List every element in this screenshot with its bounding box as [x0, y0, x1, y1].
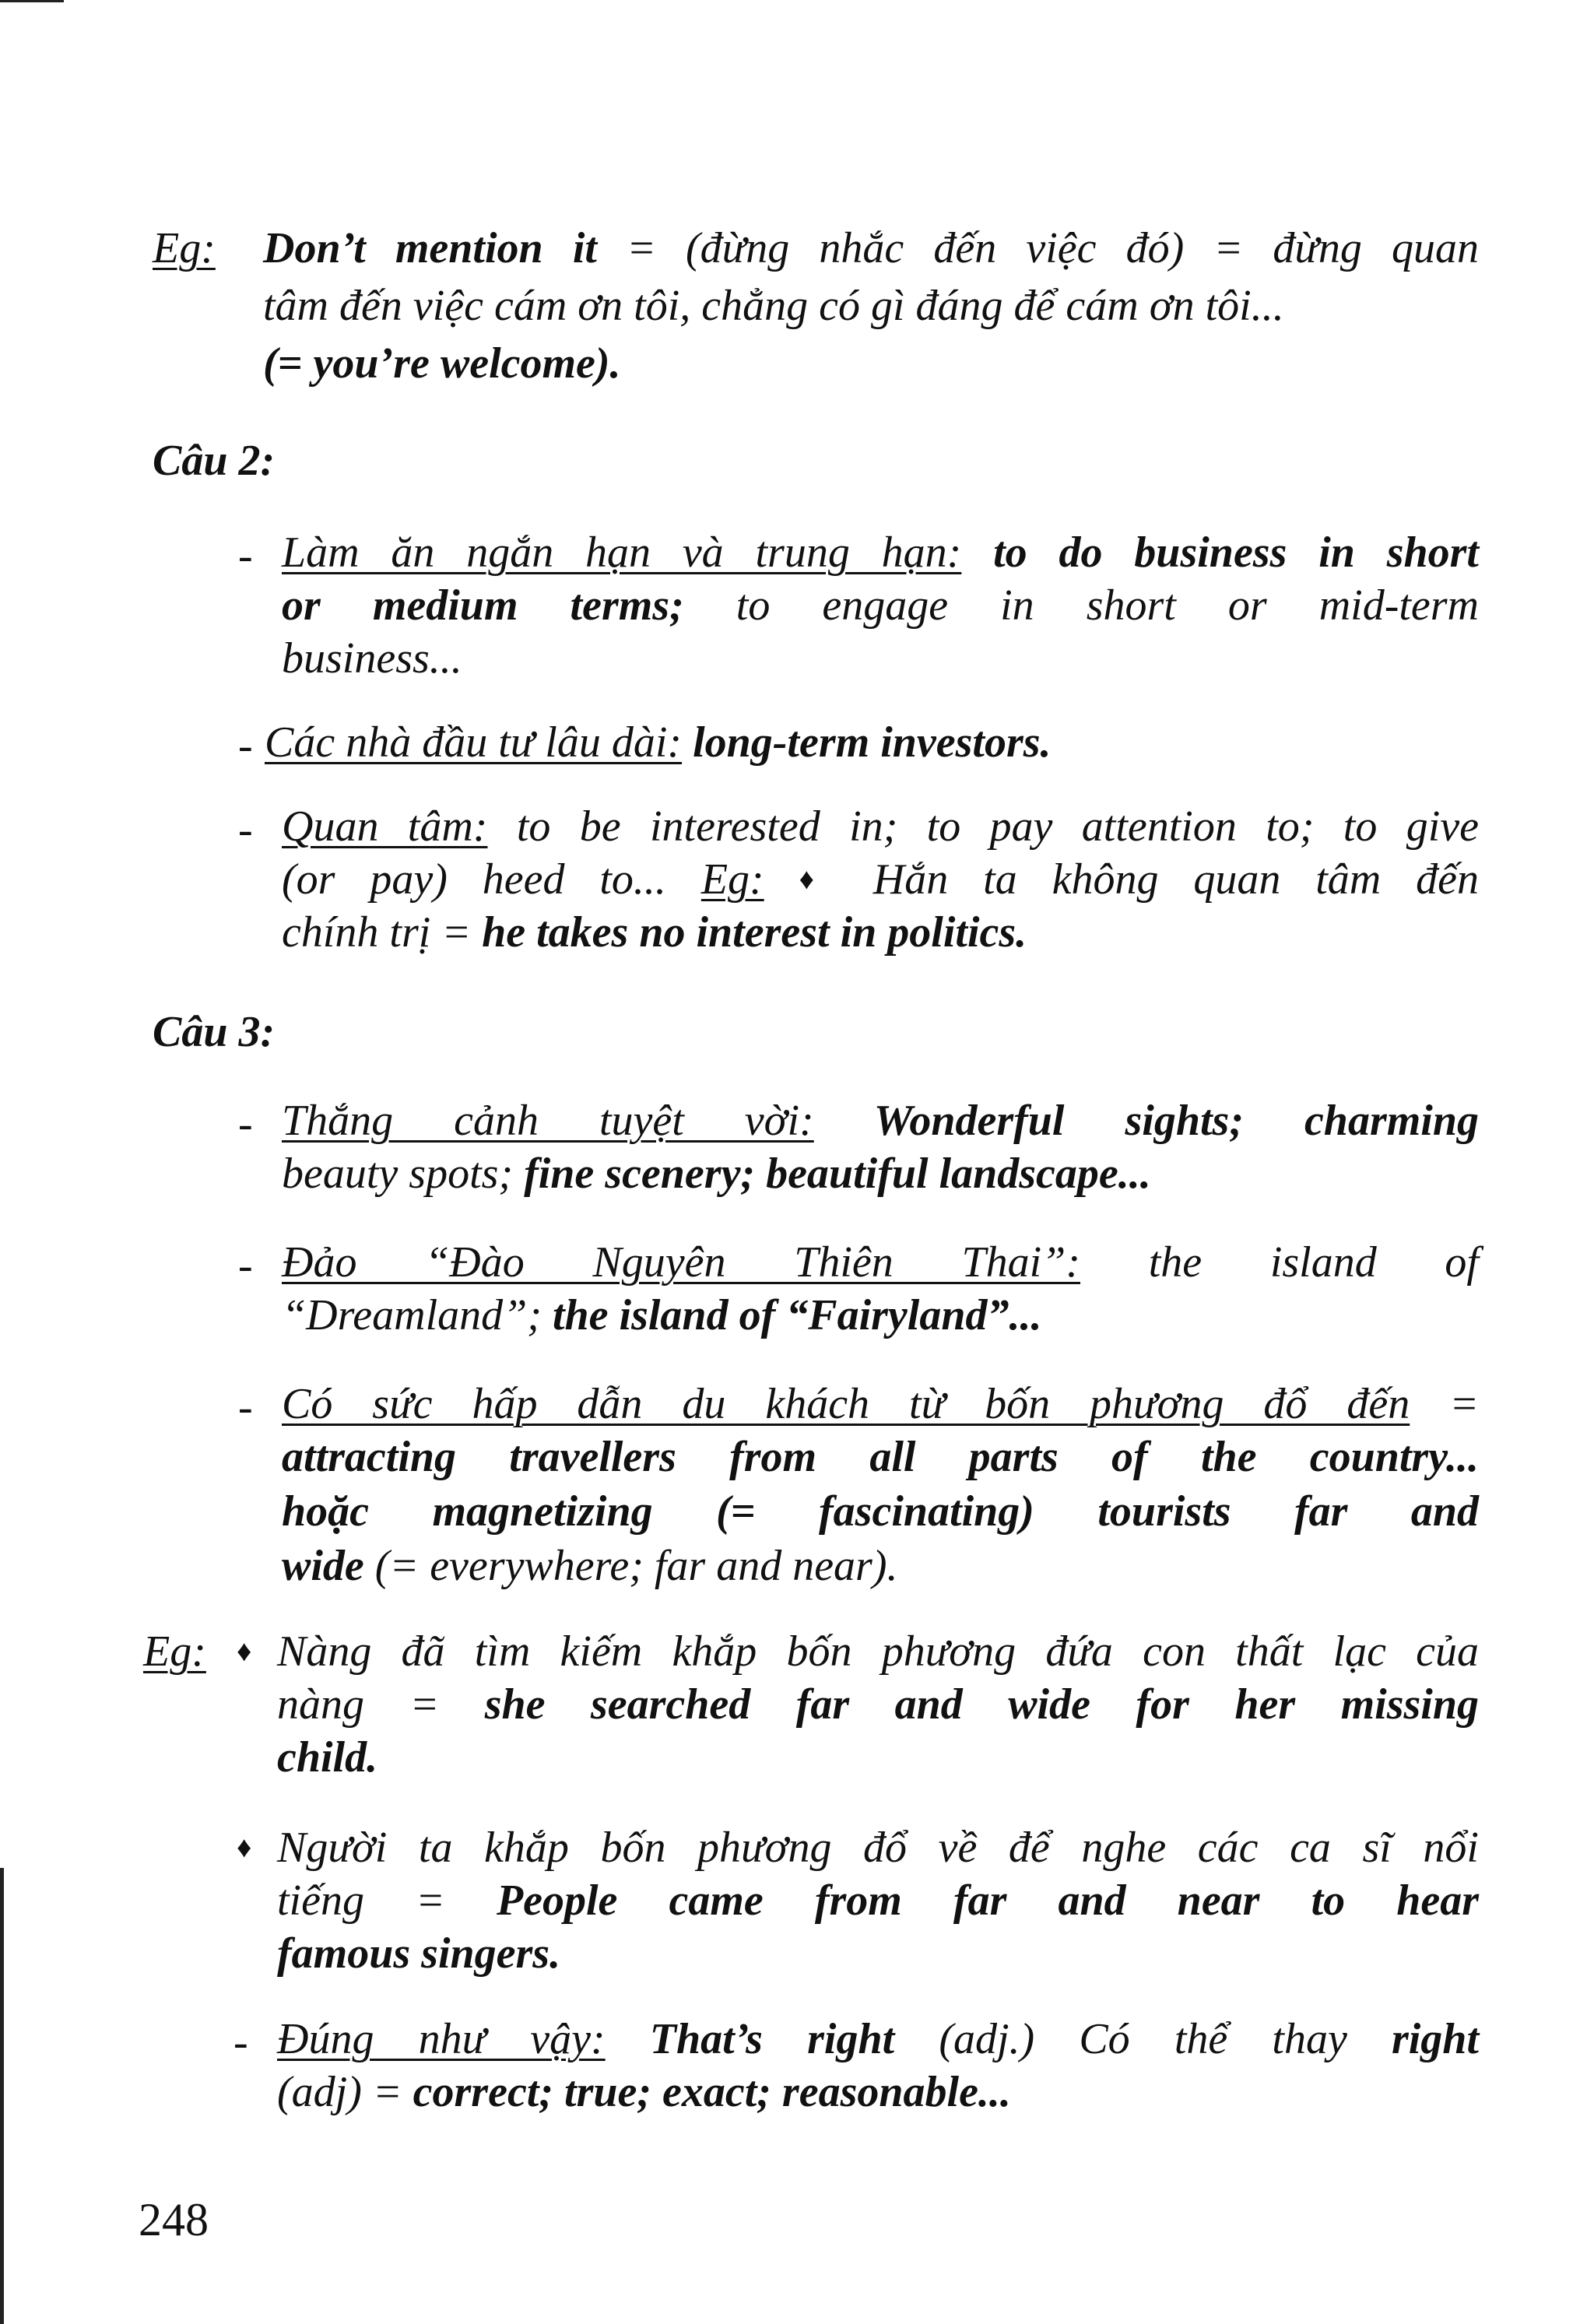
example-line: nàng = she searched far and wide for her missing	[277, 1680, 1479, 1729]
entry-line: Đảo “Đào Nguyên Thiên Thai”: the island of	[282, 1238, 1479, 1287]
example-line: Người ta khắp bốn phương đổ về để nghe các ca sĩ nổi	[277, 1824, 1479, 1872]
entry-line: attracting travellers from all parts of the country...	[282, 1433, 1479, 1481]
entry-line: chính trị = he takes no interest in politics.	[282, 908, 1027, 957]
example-line: (= you’re welcome).	[263, 339, 621, 388]
entry-line: Làm ăn ngắn hạn và trung hạn: to do business in short	[282, 528, 1479, 577]
list-dash: -	[233, 2018, 248, 2066]
entry-line: beauty spots; fine scenery; beautiful landscape...	[282, 1150, 1151, 1198]
entry-line: wide (= everywhere; far and near).	[282, 1542, 898, 1590]
entry-line: Đúng như vậy: That’s right (adj.) Có thể thay right	[277, 2015, 1480, 2063]
example-marker: Eg:	[143, 1627, 206, 1676]
entry-line: Quan tâm: to be interested in; to pay attention to; to give	[282, 802, 1479, 851]
section-heading-cau-3: Câu 3:	[153, 1008, 276, 1056]
entry-line: or medium terms; to engage in short or mid-term	[282, 581, 1479, 630]
example-marker: Eg:	[153, 224, 216, 272]
example-line: Nàng đã tìm kiếm khắp bốn phương đứa con thất lạc của	[277, 1627, 1479, 1676]
entry-line: Thắng cảnh tuyệt vời: Wonderful sights; charming	[282, 1097, 1479, 1145]
entry-line: (adj) = correct; true; exact; reasonable...	[277, 2068, 1011, 2116]
entry-line: (or pay) heed to... Eg: ♦ Hắn ta không quan tâm đến	[282, 855, 1480, 904]
list-dash: -	[238, 1383, 253, 1431]
entry-line: “Dreamland”; the island of “Fairyland”...	[282, 1291, 1042, 1339]
list-dash: -	[238, 532, 253, 580]
page-number: 248	[139, 2194, 209, 2245]
entry-line: Các nhà đầu tư lâu dài: long-term investors.	[265, 718, 1052, 767]
example-line: tâm đến việc cám ơn tôi, chẳng có gì đáng để cám ơn tôi...	[263, 282, 1284, 330]
entry-line: Có sức hấp dẫn du khách từ bốn phương đổ đến =	[282, 1380, 1479, 1428]
scan-edge-mark	[0, 1868, 4, 2324]
entry-line: hoặc magnetizing (= fascinating) tourists far and	[282, 1487, 1479, 1536]
example-line: Don’t mention it = (đừng nhắc đến việc đó) = đừng quan	[263, 224, 1479, 272]
bullet-marker: ♦	[237, 1831, 252, 1864]
section-heading-cau-2: Câu 2:	[153, 437, 276, 485]
list-dash: -	[238, 721, 253, 770]
example-line: child.	[277, 1733, 378, 1782]
example-line: famous singers.	[277, 1929, 561, 1978]
example-line: tiếng = People came from far and near to hear	[277, 1876, 1479, 1925]
bullet-marker: ♦	[237, 1635, 252, 1668]
entry-line: business...	[282, 634, 462, 683]
list-dash: -	[238, 806, 253, 854]
scan-edge-mark	[0, 0, 64, 2]
list-dash: -	[238, 1241, 253, 1290]
list-dash: -	[238, 1100, 253, 1148]
